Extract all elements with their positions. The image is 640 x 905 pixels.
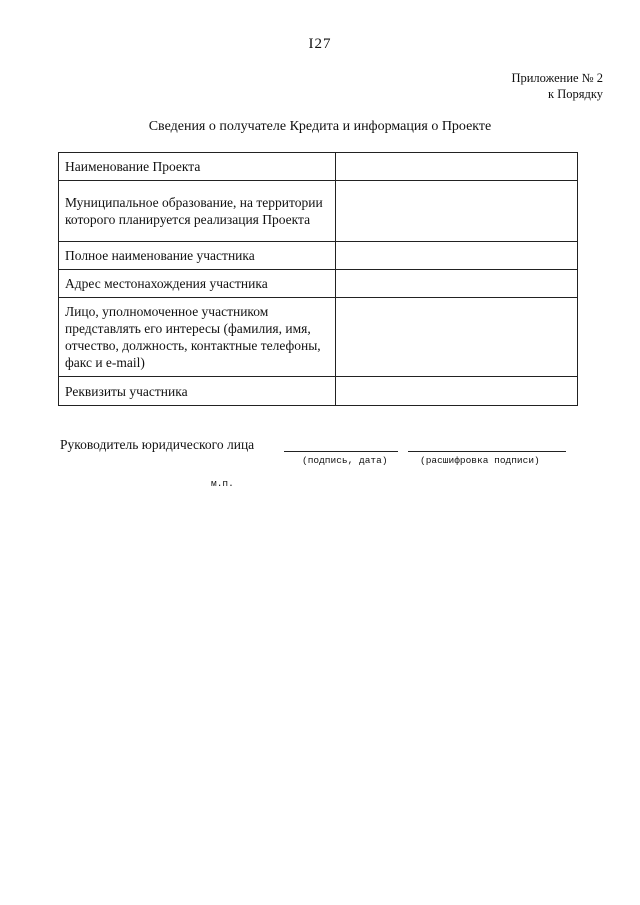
- decoding-hint: (расшифровка подписи): [420, 455, 540, 466]
- decoding-line: [408, 451, 566, 452]
- appendix-line-1: Приложение № 2: [511, 71, 603, 85]
- document-title: Сведения о получателе Кредита и информация о Проекте: [148, 119, 492, 134]
- row-value-full-name: [335, 242, 577, 270]
- row-value-municipality: [335, 181, 577, 242]
- row-value-project-name: [335, 153, 577, 181]
- table-row: [59, 270, 578, 298]
- row-label-address: Адрес местонахождения участника: [59, 270, 336, 298]
- row-label-full-name: Полное наименование участника: [59, 242, 336, 270]
- table-row: [59, 242, 578, 270]
- signature-label: Руководитель юридического лица: [60, 437, 255, 452]
- stamp-place: м.п.: [211, 478, 234, 489]
- row-label-project-name: Наименование Проекта: [59, 153, 336, 181]
- info-table: [58, 152, 578, 406]
- signature-hint: (подпись, дата): [302, 455, 388, 466]
- row-value-representative: [335, 298, 577, 377]
- row-label-municipality: Муниципальное образование, на территории которого планируется реализация Проекта: [59, 181, 336, 242]
- row-label-requisites: Реквизиты участника: [59, 377, 336, 406]
- table-row: [59, 153, 578, 181]
- table-row: [59, 298, 578, 377]
- appendix-line-2: к Порядку: [548, 87, 603, 101]
- appendix-note: [511, 70, 603, 102]
- row-value-requisites: [335, 377, 577, 406]
- table-row: [59, 181, 578, 242]
- signature-line: [284, 451, 398, 452]
- page-number: I27: [308, 36, 332, 52]
- row-label-representative: Лицо, уполномоченное участником представлять его интересы (фамилия, имя, отчество, должность, контактные телефоны, факс и e-mail): [59, 298, 336, 377]
- table-row: [59, 377, 578, 406]
- row-value-address: [335, 270, 577, 298]
